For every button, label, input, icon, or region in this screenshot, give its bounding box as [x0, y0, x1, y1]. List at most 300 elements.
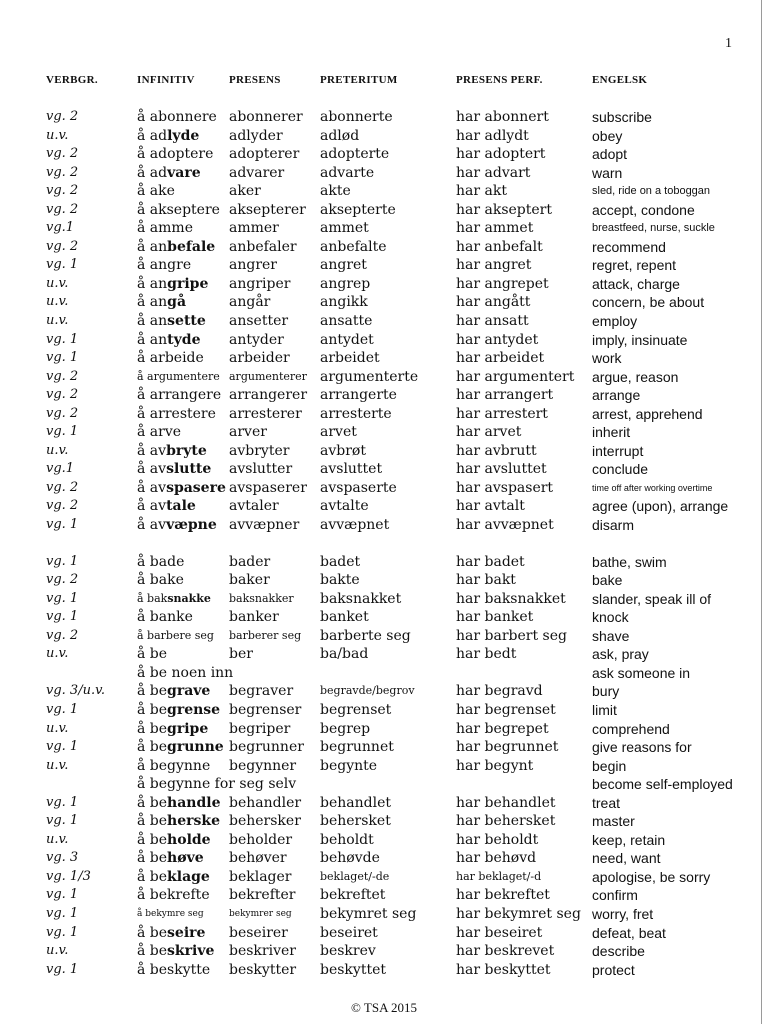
present: arver: [229, 424, 267, 441]
infinitive-prefix: å be: [137, 850, 168, 867]
english-translation: time off after working overtime: [592, 482, 713, 493]
present: begraver: [229, 683, 294, 700]
preterite: beklaget/-de: [320, 869, 390, 883]
infinitive-prefix: å abonnere: [137, 109, 217, 125]
preterite: begrep: [320, 720, 371, 737]
preterite: behersket: [320, 813, 391, 830]
present-perfect: har baksnakket: [456, 590, 566, 607]
infinitive-stem-bold: gå: [167, 294, 187, 311]
present: beskriver: [229, 943, 296, 960]
copyright-footer: © TSA 2015: [351, 1000, 417, 1015]
infinitive-stem-bold: grense: [167, 701, 221, 718]
column-header-preterite: PRETERITUM: [320, 74, 398, 86]
present: adopterer: [229, 146, 300, 163]
infinitive-prefix: å be: [137, 683, 168, 700]
present: behersker: [229, 813, 301, 830]
verb-row: [0, 182, 768, 201]
present: baksnakker: [229, 591, 294, 605]
present: antyder: [229, 331, 284, 348]
infinitive-prefix: å banke: [137, 609, 193, 626]
present-perfect: har bekreftet: [456, 887, 550, 904]
infinitive-prefix: å be: [137, 701, 168, 718]
present-perfect: har bekymret seg: [456, 905, 581, 922]
column-header-present-perfect: PRESENS PERF.: [456, 74, 543, 86]
verb-row: [0, 738, 768, 757]
english-translation: begin: [592, 757, 627, 774]
infinitive: [137, 664, 233, 682]
english-translation: confirm: [592, 887, 638, 904]
present-perfect: har ansatt: [456, 313, 529, 330]
infinitive: [137, 571, 184, 589]
verb-row: [0, 442, 768, 461]
infinitive-prefix: å barbere seg: [137, 628, 214, 642]
verb-row: [0, 794, 768, 813]
present: beseirer: [229, 924, 288, 941]
infinitive: [137, 775, 296, 793]
present: avtaler: [229, 498, 279, 515]
english-translation: worry, fret: [592, 905, 654, 922]
infinitive: [137, 349, 204, 367]
infinitive-prefix: å adoptere: [137, 146, 214, 163]
verb-group: vg. 2: [46, 572, 79, 588]
english-translation: keep, retain: [592, 831, 666, 848]
verb-row: [0, 590, 768, 609]
english-translation: argue, reason: [592, 368, 679, 385]
present: beklager: [229, 868, 292, 885]
verb-group: vg. 1: [46, 701, 79, 717]
infinitive: [137, 182, 175, 200]
verb-group: u.v.: [46, 294, 69, 310]
english-translation: describe: [592, 943, 645, 960]
present: angriper: [229, 275, 291, 292]
verb-row: [0, 553, 768, 572]
verb-row: [0, 701, 768, 720]
present: abonnerer: [229, 109, 303, 125]
infinitive-prefix: å bak: [137, 591, 168, 605]
english-translation: bury: [592, 683, 620, 700]
verb-group: vg. 2: [46, 387, 79, 403]
english-translation: limit: [592, 701, 617, 718]
english-translation: become self-employed: [592, 776, 733, 793]
infinitive: [137, 720, 208, 738]
preterite: adopterte: [320, 146, 390, 163]
verb-group: vg. 2: [46, 238, 79, 254]
english-translation: accept, condone: [592, 201, 695, 218]
english-translation: slander, speak ill of: [592, 590, 712, 607]
verb-group: vg. 1: [46, 813, 79, 829]
present: bekrefter: [229, 887, 296, 904]
present: arresterer: [229, 405, 302, 422]
infinitive: [137, 757, 210, 775]
preterite: ammet: [320, 220, 369, 237]
verb-row: [0, 386, 768, 405]
english-translation: regret, repent: [592, 257, 677, 274]
infinitive-prefix: å av: [137, 442, 167, 459]
column-header-group: VERBGR.: [46, 74, 98, 86]
infinitive-prefix: å be: [137, 868, 168, 885]
verb-row: [0, 275, 768, 294]
infinitive-prefix: å beskytte: [137, 961, 211, 978]
preterite: badet: [320, 553, 361, 570]
infinitive: [137, 627, 214, 645]
infinitive-prefix: å amme: [137, 220, 193, 237]
english-translation: protect: [592, 961, 635, 978]
infinitive-prefix: å an: [137, 275, 168, 292]
english-translation: agree (upon), arrange: [592, 498, 729, 515]
verb-group: vg. 1: [46, 331, 79, 347]
infinitive-stem-bold: vare: [167, 164, 201, 181]
present-perfect: har begrunnet: [456, 739, 559, 756]
infinitive-prefix: å av: [137, 498, 167, 515]
present-perfect: har avsluttet: [456, 461, 547, 478]
infinitive-stem-bold: grave: [167, 683, 211, 700]
verb-group: vg. 1: [46, 924, 79, 940]
infinitive-stem-bold: tale: [166, 498, 196, 515]
infinitive-prefix: å begynne for seg selv: [137, 776, 297, 793]
infinitive-prefix: å angre: [137, 257, 192, 274]
verb-group: u.v.: [46, 831, 69, 847]
present-perfect: har akt: [456, 183, 507, 200]
preterite: bakte: [320, 572, 360, 589]
present-perfect: har adoptert: [456, 146, 546, 163]
infinitive-stem-bold: gripe: [167, 720, 209, 737]
present: aksepterer: [229, 201, 306, 218]
infinitive: [137, 794, 221, 812]
english-translation: interrupt: [592, 442, 644, 459]
present-perfect: har begrepet: [456, 720, 549, 737]
verb-row: [0, 831, 768, 850]
verb-row: [0, 886, 768, 905]
english-translation: disarm: [592, 517, 635, 534]
preterite: avbrøt: [320, 442, 366, 459]
present: begrunner: [229, 739, 304, 756]
infinitive-prefix: å akseptere: [137, 201, 220, 218]
verb-group: vg.1: [46, 220, 75, 236]
verb-row: [0, 164, 768, 183]
infinitive-stem-bold: herske: [167, 813, 220, 830]
verb-group: u.v.: [46, 313, 69, 329]
present: anbefaler: [229, 238, 297, 255]
verb-row: [0, 312, 768, 331]
verb-group: vg. 1: [46, 739, 79, 755]
verb-row: [0, 664, 768, 683]
english-translation: ask, pray: [592, 646, 649, 663]
infinitive-stem-bold: sette: [167, 313, 206, 330]
infinitive-stem-bold: høve: [167, 850, 204, 867]
preterite: begrunnet: [320, 739, 394, 756]
infinitive-stem-bold: holde: [167, 831, 211, 848]
verb-row: [0, 905, 768, 924]
verb-group: vg. 2: [46, 627, 79, 643]
present: barberer seg: [229, 628, 302, 642]
english-translation: concern, be about: [592, 294, 705, 311]
present: begynner: [229, 757, 297, 774]
infinitive-stem-bold: tyde: [167, 331, 201, 348]
present: angår: [229, 294, 271, 311]
infinitive-prefix: å av: [137, 517, 167, 534]
infinitive-prefix: å be: [137, 943, 168, 960]
english-translation: subscribe: [592, 109, 652, 125]
present: ammer: [229, 220, 279, 237]
infinitive-stem-bold: skrive: [167, 943, 215, 960]
english-translation: work: [592, 350, 622, 367]
verb-row: [0, 108, 768, 127]
present-perfect: har antydet: [456, 331, 539, 348]
present-perfect: har beklaget/-d: [456, 869, 542, 883]
present: angrer: [229, 257, 277, 274]
infinitive-prefix: å be: [137, 739, 168, 756]
verb-group: vg. 2: [46, 164, 79, 180]
infinitive-prefix: å bade: [137, 553, 185, 570]
verb-group: u.v.: [46, 275, 69, 291]
verb-group: vg. 1: [46, 609, 79, 625]
preterite: arbeidet: [320, 350, 380, 367]
infinitive: [137, 516, 217, 534]
infinitive-prefix: å ake: [137, 183, 175, 200]
present-perfect: har begynt: [456, 757, 534, 774]
present: avslutter: [229, 461, 293, 478]
infinitive: [137, 405, 216, 423]
infinitive: [137, 145, 213, 163]
preterite: beskrev: [320, 943, 376, 960]
infinitive-stem-bold: seire: [167, 924, 206, 941]
verb-group: vg. 2: [46, 146, 79, 162]
english-translation: comprehend: [592, 720, 670, 737]
verb-row: [0, 924, 768, 943]
verb-row: [0, 961, 768, 980]
infinitive: [137, 479, 226, 497]
present-perfect: har behandlet: [456, 794, 556, 811]
present: arbeider: [229, 350, 290, 367]
present-perfect: har beholdt: [456, 831, 539, 848]
present-perfect: har begrenset: [456, 701, 556, 718]
present-perfect: har avvæpnet: [456, 517, 554, 534]
verb-group: vg. 1: [46, 794, 79, 810]
verb-row: [0, 219, 768, 238]
english-translation: defeat, beat: [592, 924, 666, 941]
infinitive-prefix: å bekrefte: [137, 887, 210, 904]
verb-group: vg. 2: [46, 368, 79, 384]
present-perfect: har begravd: [456, 683, 543, 700]
infinitive: [137, 905, 204, 923]
infinitive: [137, 942, 214, 960]
preterite: bekreftet: [320, 887, 386, 904]
present-perfect: har angret: [456, 257, 532, 274]
english-translation: recommend: [592, 238, 666, 255]
infinitive: [137, 738, 224, 756]
present-perfect: har banket: [456, 609, 534, 626]
infinitive: [137, 831, 211, 849]
preterite: beholdt: [320, 831, 374, 848]
verb-row: [0, 405, 768, 424]
present: begriper: [229, 720, 291, 737]
infinitive: [137, 368, 220, 386]
english-translation: imply, insinuate: [592, 331, 688, 348]
present-perfect: har behøvd: [456, 850, 537, 867]
verb-group: vg. 1: [46, 961, 79, 977]
infinitive: [137, 423, 181, 441]
infinitive-stem-bold: befale: [167, 238, 216, 255]
present-perfect: har arrangert: [456, 387, 554, 404]
verb-row: [0, 682, 768, 701]
english-translation: breastfeed, nurse, suckle: [592, 222, 715, 235]
present: behøver: [229, 850, 287, 867]
verb-row: [0, 571, 768, 590]
preterite: ba/bad: [320, 646, 369, 663]
verb-row: [0, 645, 768, 664]
infinitive: [137, 127, 199, 145]
english-translation: adopt: [592, 146, 628, 163]
verb-group: vg. 2: [46, 405, 79, 421]
preterite: barberte seg: [320, 627, 411, 644]
present: beholder: [229, 831, 293, 848]
verb-group: u.v.: [46, 442, 69, 458]
preterite: beskyttet: [320, 961, 386, 978]
preterite: abonnerte: [320, 109, 393, 125]
preterite: advarte: [320, 164, 375, 181]
preterite: begrenset: [320, 701, 392, 718]
present-perfect: har behersket: [456, 813, 556, 830]
infinitive-stem-bold: klage: [167, 868, 210, 885]
present: ber: [229, 646, 253, 663]
present: advarer: [229, 164, 285, 181]
infinitive-prefix: å bake: [137, 572, 184, 589]
verb-row: [0, 293, 768, 312]
infinitive: [137, 812, 220, 830]
infinitive: [137, 293, 186, 311]
present-perfect: har avspasert: [456, 479, 554, 496]
infinitive: [137, 460, 211, 478]
verb-group: u.v.: [46, 757, 69, 773]
present-perfect: har badet: [456, 553, 525, 570]
english-translation: give reasons for: [592, 739, 692, 756]
verb-group: vg. 1: [46, 905, 79, 921]
verb-row: [0, 127, 768, 146]
infinitive: [137, 682, 210, 700]
preterite: banket: [320, 609, 369, 626]
infinitive-prefix: å an: [137, 331, 168, 348]
preterite: adlød: [320, 127, 360, 144]
infinitive-prefix: å be: [137, 646, 168, 663]
infinitive: [137, 849, 204, 867]
present-perfect: har beskrevet: [456, 943, 555, 960]
verb-group: vg. 2: [46, 479, 79, 495]
infinitive-stem-bold: bryte: [166, 442, 207, 459]
column-header-present: PRESENS: [229, 74, 281, 86]
preterite: avsluttet: [320, 461, 383, 478]
infinitive: [137, 608, 193, 626]
verb-row: [0, 460, 768, 479]
infinitive-prefix: å be: [137, 831, 168, 848]
present-perfect: har angrepet: [456, 275, 549, 292]
infinitive-prefix: å arbeide: [137, 350, 204, 367]
infinitive: [137, 108, 217, 126]
infinitive: [137, 961, 210, 979]
verb-row: [0, 868, 768, 887]
present-perfect: har bakt: [456, 572, 516, 589]
infinitive: [137, 386, 221, 404]
verb-row: [0, 849, 768, 868]
verb-row: [0, 256, 768, 275]
verb-group: vg. 2: [46, 109, 79, 124]
present-perfect: har argumentert: [456, 368, 575, 385]
infinitive: [137, 256, 191, 274]
preterite: angret: [320, 257, 367, 274]
preterite: bekymret seg: [320, 905, 417, 922]
present: baker: [229, 572, 270, 589]
verb-group: u.v.: [46, 646, 69, 662]
preterite: behandlet: [320, 794, 391, 811]
infinitive-stem-bold: spasere: [166, 479, 226, 496]
verb-row: [0, 368, 768, 387]
infinitive-stem-bold: væpne: [166, 517, 217, 534]
preterite: arrangerte: [320, 387, 397, 404]
english-translation: employ: [592, 313, 638, 330]
english-translation: warn: [592, 164, 623, 181]
preterite: begynte: [320, 757, 378, 774]
infinitive-stem-bold: gripe: [167, 275, 209, 292]
preterite: avspaserte: [320, 479, 397, 496]
present: begrenser: [229, 701, 302, 718]
verb-row: [0, 812, 768, 831]
infinitive-stem-bold: handle: [167, 794, 221, 811]
verb-group: vg. 1/3: [46, 868, 91, 884]
verb-row: [0, 720, 768, 739]
infinitive: [137, 868, 210, 886]
column-header-english: ENGELSK: [592, 74, 648, 86]
page-number: 1: [725, 36, 732, 51]
verb-row: [0, 757, 768, 776]
verb-row: [0, 516, 768, 535]
verb-group: u.v.: [46, 127, 69, 143]
verb-group: vg. 2: [46, 498, 79, 514]
present-perfect: har beseiret: [456, 924, 543, 941]
present: bekymrer seg: [229, 908, 292, 919]
english-translation: ask someone in: [592, 664, 691, 681]
preterite: antydet: [320, 331, 374, 348]
infinitive: [137, 590, 211, 608]
verb-row: [0, 775, 768, 794]
present: aker: [229, 183, 261, 200]
preterite: arresterte: [320, 405, 392, 422]
english-translation: master: [592, 813, 635, 830]
english-translation: bathe, swim: [592, 553, 667, 570]
verb-group: vg.1: [46, 461, 75, 477]
english-translation: bake: [592, 572, 623, 589]
preterite: angikk: [320, 294, 368, 311]
infinitive-prefix: å be: [137, 924, 168, 941]
infinitive: [137, 442, 207, 460]
infinitive-prefix: å arrestere: [137, 405, 216, 422]
infinitive: [137, 238, 215, 256]
present: bader: [229, 553, 271, 570]
infinitive-prefix: å arve: [137, 424, 182, 441]
present-perfect: har abonnert: [456, 109, 549, 125]
preterite: avtalte: [320, 498, 369, 515]
english-translation: obey: [592, 127, 623, 144]
present: adlyder: [229, 127, 283, 144]
preterite: beseiret: [320, 924, 378, 941]
infinitive-prefix: å arrangere: [137, 387, 222, 404]
verb-group: u.v.: [46, 943, 69, 959]
infinitive-prefix: å ad: [137, 164, 168, 181]
infinitive-stem-bold: grunne: [167, 739, 224, 756]
verb-group: vg. 1: [46, 350, 79, 366]
verb-row: [0, 497, 768, 516]
infinitive-prefix: å an: [137, 294, 168, 311]
infinitive-stem-bold: lyde: [167, 127, 200, 144]
english-translation: arrange: [592, 387, 641, 404]
